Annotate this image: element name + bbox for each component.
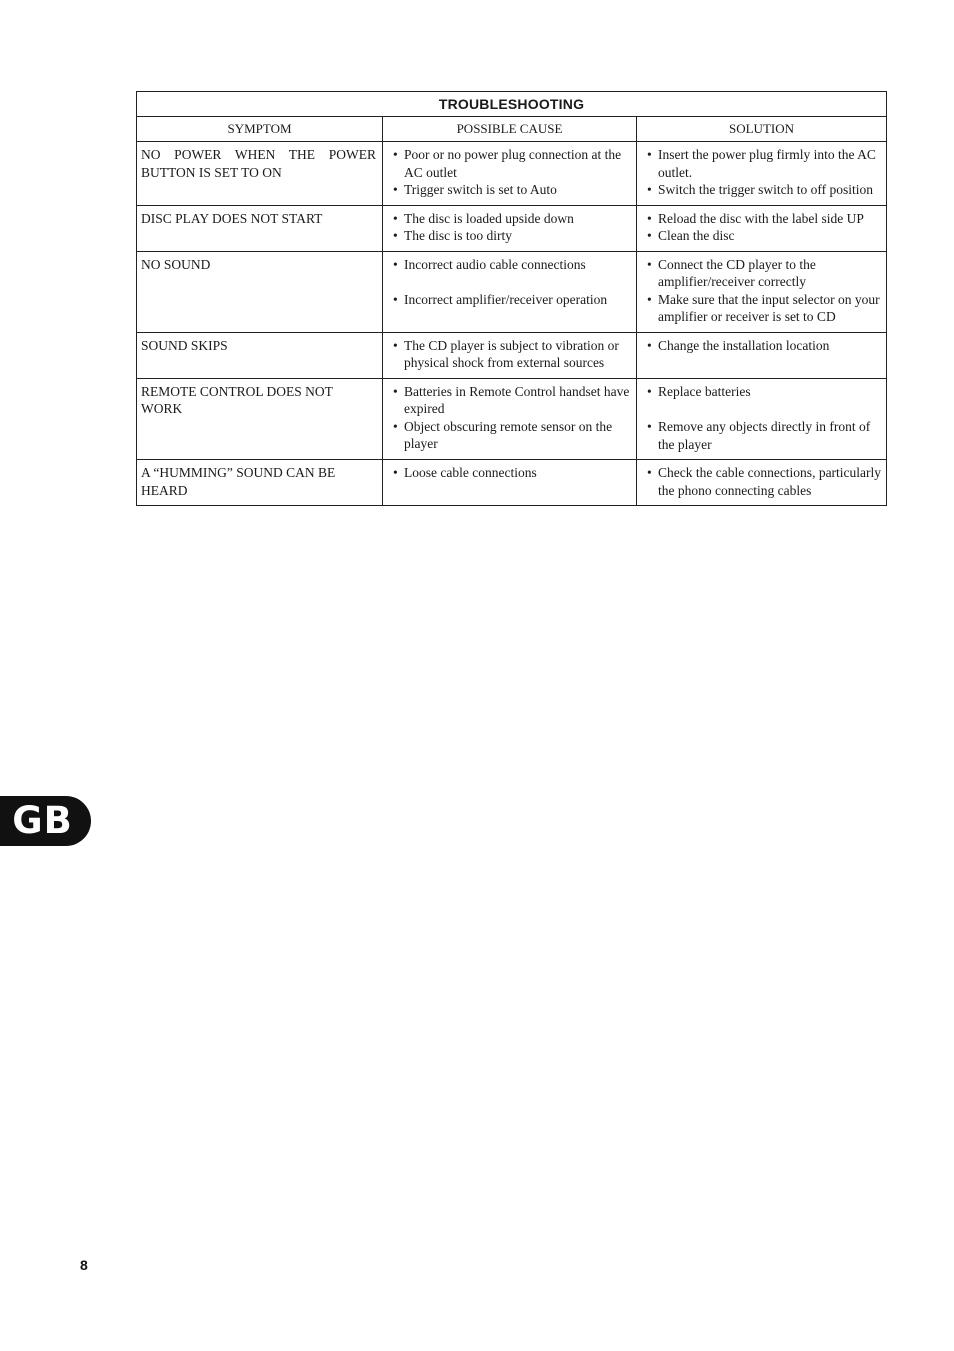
cause-item: • Incorrect amplifier/receiver operation — [393, 291, 632, 309]
solution-item: • Change the installation location — [647, 337, 882, 355]
solution-cell — [637, 205, 887, 251]
column-header-solution: SOLUTION — [637, 117, 887, 142]
table-row — [137, 460, 887, 506]
table-row — [137, 251, 887, 332]
table-row — [137, 205, 887, 251]
cause-item: • Batteries in Remote Control handset have expired — [393, 383, 632, 418]
language-tab-gb: GB — [0, 796, 91, 846]
cause-item: • Poor or no power plug connection at the AC outlet — [393, 146, 632, 181]
symptom-cell: SOUND SKIPS — [137, 332, 383, 378]
solution-item: • Check the cable connections, particularly the phono connecting cables — [647, 464, 882, 499]
cause-cell — [383, 205, 637, 251]
cause-cell — [383, 251, 637, 332]
table-row — [137, 378, 887, 460]
solution-cell — [637, 332, 887, 378]
symptom-cell: A “HUMMING” SOUND CAN BE HEARD — [137, 460, 383, 506]
solution-item: • Switch the trigger switch to off position — [647, 181, 882, 199]
symptom-cell: REMOTE CONTROL DOES NOT WORK — [137, 378, 383, 460]
cause-item: • The disc is too dirty — [393, 227, 632, 245]
cause-item: • The disc is loaded upside down — [393, 210, 632, 228]
header-row — [137, 117, 887, 142]
symptom-cell: NO SOUND — [137, 251, 383, 332]
table-row — [137, 142, 887, 206]
cause-item: • Trigger switch is set to Auto — [393, 181, 632, 199]
table-title: TROUBLESHOOTING — [137, 92, 887, 117]
solution-cell — [637, 378, 887, 460]
solution-item: • Connect the CD player to the amplifier/receiver correctly — [647, 256, 882, 291]
cause-item: • Object obscuring remote sensor on the player — [393, 418, 632, 453]
solution-cell — [637, 142, 887, 206]
cause-item: • The CD player is subject to vibration or physical shock from external sources — [393, 337, 632, 372]
page-number: 8 — [80, 1257, 88, 1273]
cause-cell — [383, 378, 637, 460]
cause-cell — [383, 332, 637, 378]
solution-cell — [637, 251, 887, 332]
column-header-possible-cause: POSSIBLE CAUSE — [383, 117, 637, 142]
solution-item: • Remove any objects directly in front of the player — [647, 418, 882, 453]
table-row — [137, 332, 887, 378]
column-header-symptom: SYMPTOM — [137, 117, 383, 142]
cause-cell — [383, 142, 637, 206]
solution-item: • Make sure that the input selector on your amplifier or receiver is set to CD — [647, 291, 882, 326]
solution-cell — [637, 460, 887, 506]
title-row — [137, 92, 887, 117]
symptom-cell: NO POWER WHEN THE POWER BUTTON IS SET TO ON — [137, 142, 383, 206]
solution-item: • Insert the power plug firmly into the AC outlet. — [647, 146, 882, 181]
cause-cell — [383, 460, 637, 506]
troubleshooting-table — [136, 91, 887, 506]
cause-item: • Loose cable connections — [393, 464, 632, 482]
cause-item: • Incorrect audio cable connections — [393, 256, 632, 274]
solution-item: • Clean the disc — [647, 227, 882, 245]
solution-item: • Replace batteries — [647, 383, 882, 401]
solution-item: • Reload the disc with the label side UP — [647, 210, 882, 228]
symptom-cell: DISC PLAY DOES NOT START — [137, 205, 383, 251]
